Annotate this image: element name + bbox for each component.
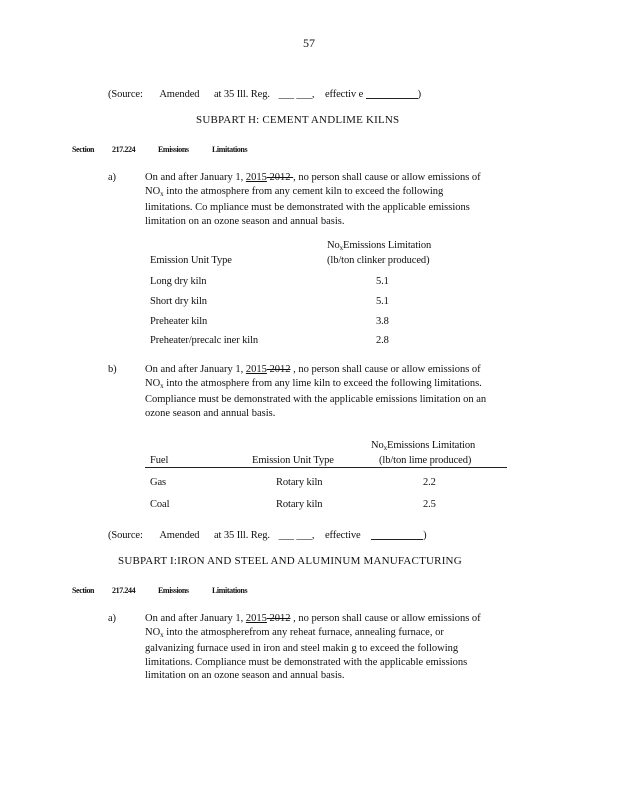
- table2-col3-header-line1: $No_xEmissions$ Limitation: [371, 440, 476, 452]
- paragraph-a2-line-5: limitation on an ozone season and annual basis.: [145, 670, 345, 682]
- table2-row-1-unit: Rotary kiln: [276, 477, 323, 488]
- source-note-1: [108, 88, 421, 100]
- paragraph-b: [145, 363, 540, 420]
- source-close: ): [423, 530, 427, 541]
- table1-row-1-value: 5.1: [376, 276, 389, 287]
- table1-row-2-type: Short dry kiln: [150, 296, 207, 307]
- paragraph-a1-line-2: $NO_x$ into the atmosphere from any cement kiln to exceed the following: [145, 185, 444, 198]
- table2-header-rule: [145, 467, 507, 468]
- paragraph-b-marker: b): [108, 364, 117, 375]
- deleted-year: 2012: [266, 613, 291, 624]
- paragraph-a2-line-2: $NO_x$ into the atmospherefrom any reheat furnace, annealing furnace, or: [145, 626, 444, 639]
- table2-row-1-fuel: Gas: [150, 477, 167, 488]
- table1-col1-header: Emission Unit Type: [150, 255, 232, 266]
- deleted-year: 2012: [266, 364, 291, 375]
- paragraph-b-line-3: Compliance must be demonstrated with the applicable emissions limitation on an: [145, 394, 487, 406]
- section-2-label: Section: [72, 586, 95, 595]
- page-number: 57: [303, 36, 315, 50]
- table1-row-4-type: Preheater/precalc iner kiln: [150, 335, 259, 346]
- paragraph-a2-line-3: galvanizing furnace used in iron and steel makin g to exceed the following: [145, 643, 459, 655]
- source-note-2: [108, 529, 427, 541]
- table2-row-2-unit: Rotary kiln: [276, 499, 323, 510]
- source-effective-e: e: [358, 89, 364, 100]
- section-2-number: 217.244: [112, 586, 136, 595]
- source-blank-reg: ___ ___: [278, 530, 312, 541]
- inserted-year: 2015: [245, 613, 267, 624]
- section-2-title-2: Limitations: [212, 586, 248, 595]
- source-reg: at 35 Ill. Reg.: [213, 89, 270, 100]
- section-1-number: 217.224: [112, 145, 136, 154]
- table1-row-3-value: 3.8: [376, 316, 389, 327]
- source-blank-date: [371, 529, 423, 540]
- section-2-title-1: Emissions: [158, 586, 189, 595]
- source-open: (Source:: [108, 530, 143, 541]
- source-amended: Amended: [159, 530, 200, 541]
- table2-row-2-value: 2.5: [423, 499, 436, 510]
- paragraph-a2: [145, 612, 540, 683]
- table1-col2-header-line2: (lb/ton clinker produced): [327, 255, 430, 266]
- table1-row-2-value: 5.1: [376, 296, 389, 307]
- subpart-h-heading: SUBPART H: CEMENT ANDLIME KILNS: [196, 114, 400, 126]
- source-open: (Source:: [108, 89, 143, 100]
- inserted-year: 2015: [245, 364, 267, 375]
- table1-col2-header-line1: $No_xEmissions$ Limitation: [327, 240, 432, 252]
- source-effective: effective: [324, 530, 361, 541]
- inserted-year: 2015: [245, 172, 267, 183]
- paragraph-a1-line-4: limitation on an ozone season and annual basis.: [145, 215, 345, 227]
- paragraph-a1-line-3: limitations. Co mpliance must be demonstrated with the applicable emissions: [145, 202, 470, 214]
- paragraph-a1: [145, 171, 540, 228]
- source-blank-reg: ___ ___: [278, 89, 312, 100]
- table2-row-2-fuel: Coal: [150, 499, 170, 510]
- source-close: ): [417, 89, 422, 100]
- source-comma: ,: [311, 530, 315, 541]
- source-reg: at 35 Ill. Reg.: [213, 530, 270, 541]
- paragraph-a2-line-1: On and after January 1, 2015 2012 , no person shall cause or allow emissions of: [145, 613, 481, 624]
- section-1-title-1: Emissions: [158, 145, 189, 154]
- table2-col1-header: Fuel: [150, 455, 169, 466]
- source-blank-date: [366, 88, 418, 99]
- source-effective: effectiv: [324, 89, 357, 100]
- table1-row-4-value: 2.8: [376, 335, 389, 346]
- source-amended: Amended: [159, 89, 200, 100]
- paragraph-a2-line-4: limitations. Compliance must be demonstrated with the applicable emissions: [145, 656, 468, 668]
- paragraph-b-line-2: $NO_x$ into the atmosphere from any lime kiln to exceed the following limitations.: [145, 377, 482, 390]
- paragraph-a1-marker: a): [108, 172, 116, 183]
- section-1-label: Section: [72, 145, 95, 154]
- paragraph-b-line-1: On and after January 1, 2015 2012 , no person shall cause or allow emissions of: [145, 364, 481, 375]
- table2-col2-header: Emission Unit Type: [252, 455, 334, 466]
- source-comma: ,: [311, 89, 315, 100]
- table2-row-1-value: 2.2: [423, 477, 436, 488]
- deleted-year: 2012: [266, 172, 294, 183]
- table2-col3-header-line2: (lb/ton lime produced): [379, 455, 472, 466]
- paragraph-b-line-4: ozone season and annual basis.: [145, 407, 276, 419]
- paragraph-a1-line-1: On and after January 1, 2015 2012 , no person shall cause or allow emissions of: [145, 172, 481, 183]
- section-1-title-2: Limitations: [212, 145, 248, 154]
- paragraph-a2-marker: a): [108, 613, 116, 624]
- subpart-i-heading: SUBPART I:IRON AND STEEL AND ALUMINUM MANUFACTURING: [118, 555, 462, 567]
- table1-row-3-type: Preheater kiln: [150, 316, 208, 327]
- table1-row-1-type: Long dry kiln: [150, 276, 207, 287]
